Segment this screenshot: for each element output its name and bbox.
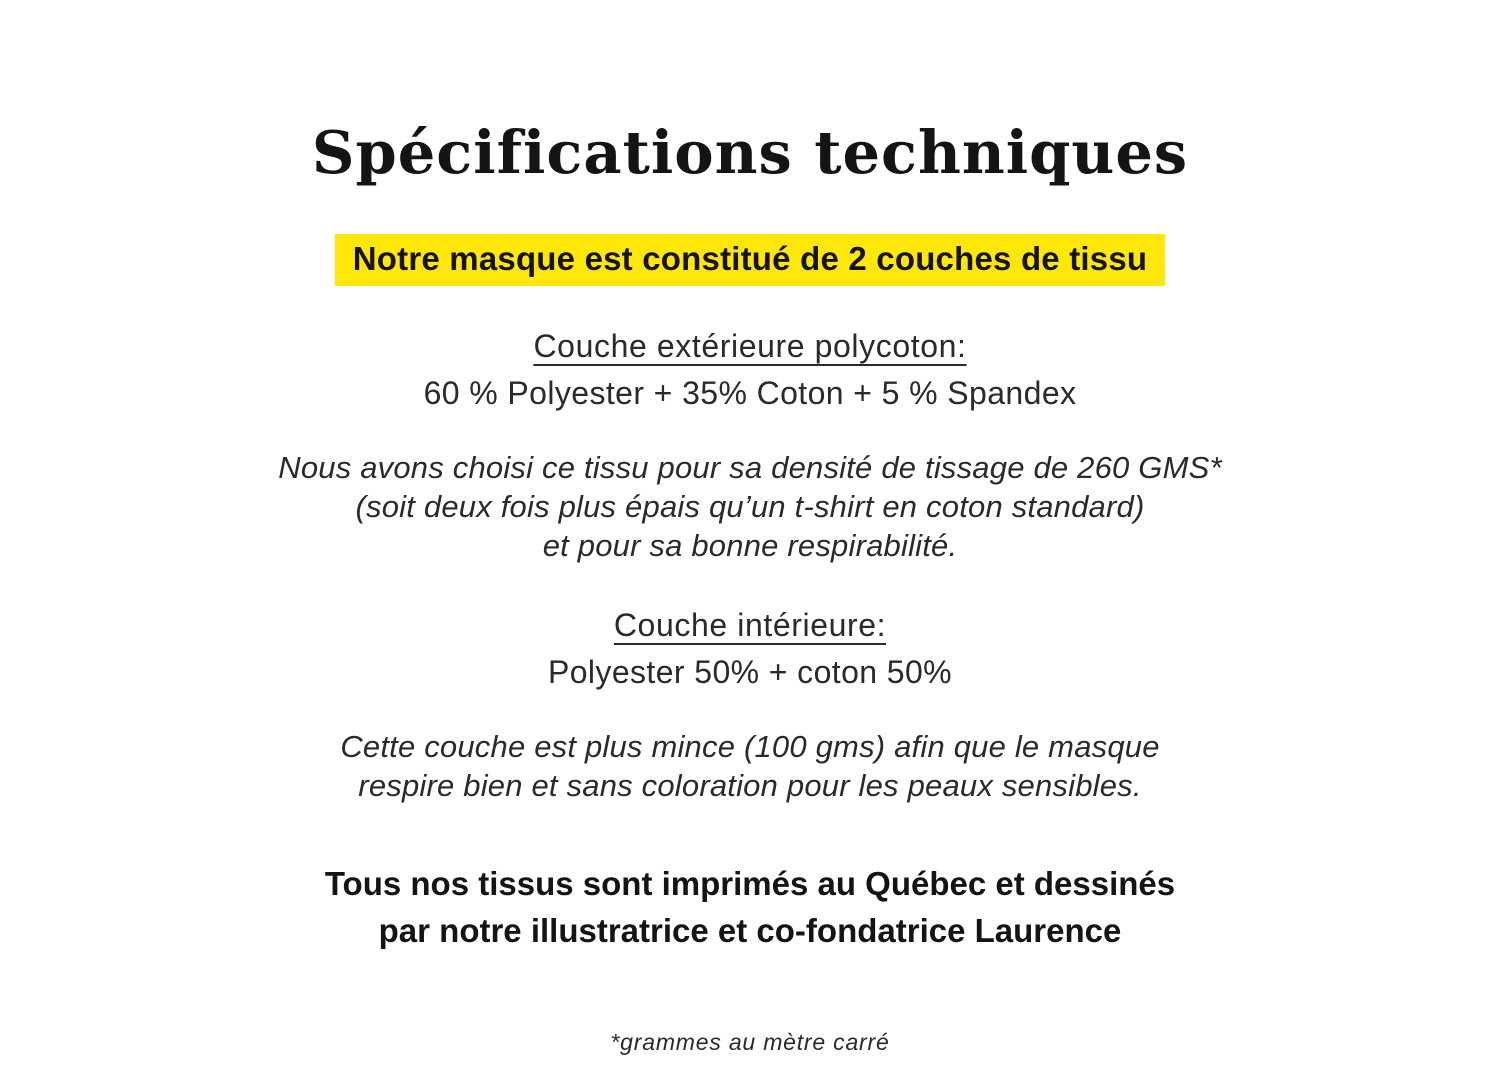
outer-layer-heading bbox=[0, 328, 1500, 365]
inner-layer-note bbox=[0, 727, 1500, 805]
highlight-row bbox=[0, 234, 1500, 286]
outer-layer-note-line: (soit deux fois plus épais qu’un t-shirt en coton standard) bbox=[355, 488, 1145, 524]
statement-line: Tous nos tissus sont imprimés au Québec et dessinés bbox=[324, 865, 1176, 903]
outer-layer-note-line: Nous avons choisi ce tissu pour sa densité de tissage de 260 GMS* bbox=[278, 449, 1222, 485]
statement-line: par notre illustratrice et co-fondatrice Laurence bbox=[378, 912, 1122, 950]
inner-layer-composition: Polyester 50% + coton 50% bbox=[547, 654, 952, 691]
outer-layer-heading-text: Couche extérieure polycoton: bbox=[533, 327, 967, 364]
highlighted-statement: Notre masque est constitué de 2 couches de tissu bbox=[335, 234, 1166, 286]
inner-layer-heading-text: Couche intérieure: bbox=[613, 607, 887, 644]
outer-layer-note bbox=[0, 448, 1500, 565]
inner-layer-heading bbox=[0, 607, 1500, 644]
outer-layer-composition: 60 % Polyester + 35% Coton + 5 % Spandex bbox=[423, 374, 1077, 411]
gms-footnote: *grammes au mètre carré bbox=[610, 1028, 890, 1055]
page-title: Spécifications techniques bbox=[311, 118, 1189, 187]
inner-layer-note-line: respire bien et sans coloration pour les peaux sensibles. bbox=[358, 768, 1142, 804]
outer-layer-note-line: et pour sa bonne respirabilité. bbox=[542, 528, 958, 564]
inner-layer-note-line: Cette couche est plus mince (100 gms) afin que le masque bbox=[340, 729, 1160, 765]
made-in-quebec-statement bbox=[0, 861, 1500, 955]
